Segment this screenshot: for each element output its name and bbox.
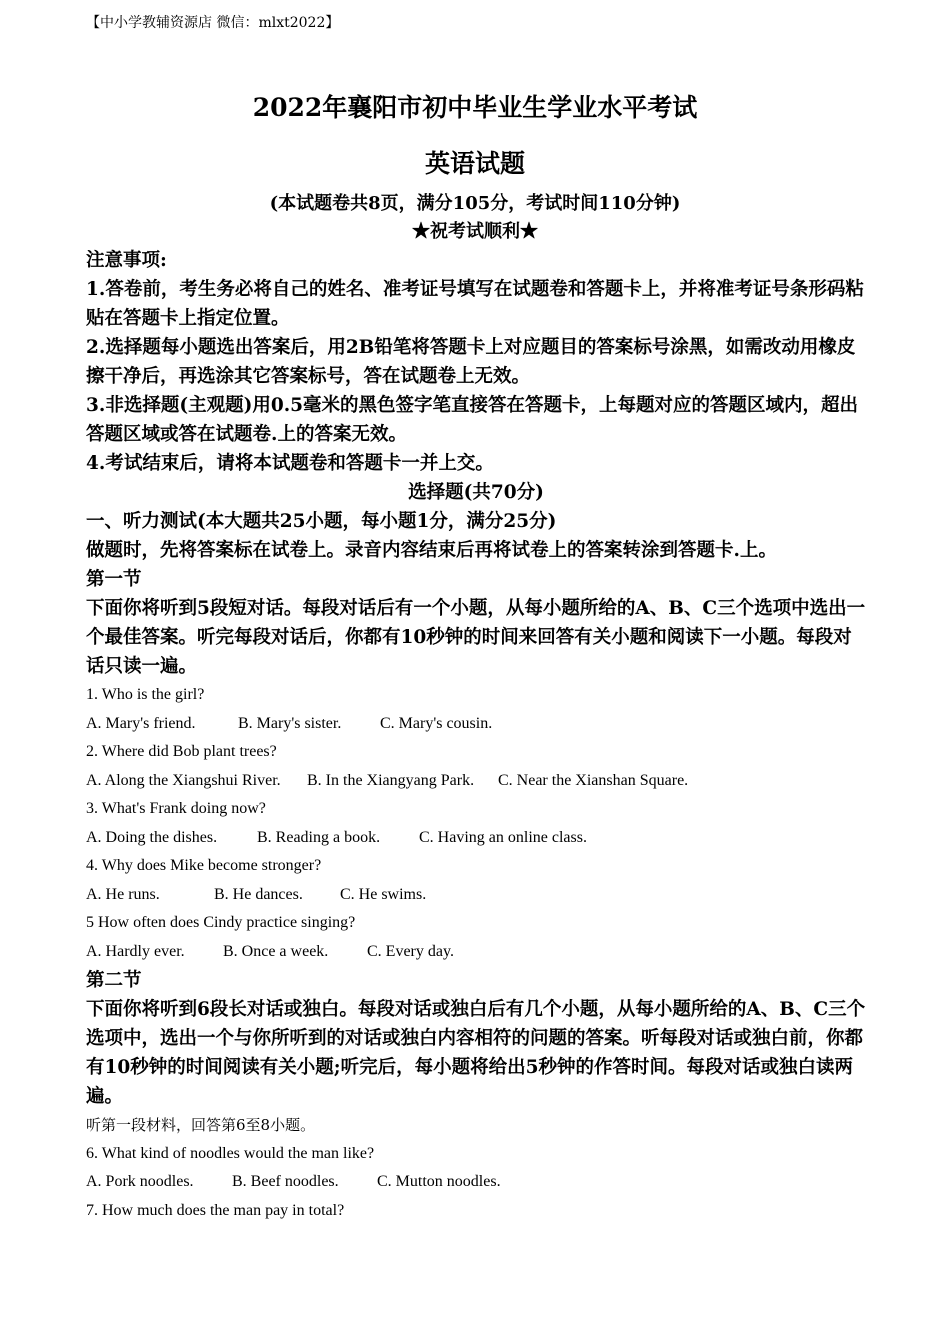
options-4 (86, 881, 866, 910)
part1-instruction: 做题时，先将答案标在试卷上。录音内容结束后再将试卷上的答案转涂到答题卡.上。 (86, 540, 777, 561)
option-a: A. Hardly ever. (86, 942, 185, 960)
option-b: B. Reading a book. (257, 828, 381, 846)
material-1-note: 听第一段材料，回答第6至8小题。 (86, 1116, 316, 1134)
question-1: 1. Who is the girl? (86, 686, 205, 703)
option-c: C. Mary's cousin. (380, 714, 493, 732)
option-a: A. Pork noodles. (86, 1173, 194, 1190)
exam-title: 2022年襄阳市初中毕业生学业水平考试 (252, 93, 698, 122)
option-c: C. Every day. (367, 942, 454, 960)
options-3 (86, 824, 866, 853)
option-b: B. Beef noodles. (232, 1173, 339, 1190)
option-c: C. Having an online class. (419, 828, 587, 846)
option-b: B. In the Xiangyang Park. (307, 771, 475, 789)
sec2-heading: 第二节 (86, 970, 142, 991)
option-b: B. Mary's sister. (238, 714, 342, 732)
sec2-instruction: 下面你将听到6段长对话或独白。每段对话或独白后有几个小题，从每小题所给的A、B、C三个选项中，选出一个与你所听到的对话或独白内容相符的问题的答案。听每段对话或独白前，你都有10秒钟的时间阅读有关小题;听完后，每小题将给出5秒钟的作答时间。每段对话或独白读两遍。 (86, 999, 866, 1107)
option-c: C. Mutton noodles. (377, 1173, 501, 1190)
options-1 (86, 710, 866, 739)
exam-subtitle: 英语试题 (424, 149, 525, 178)
option-b: B. Once a week. (223, 942, 329, 960)
option-a: A. Mary's friend. (86, 714, 196, 732)
question-5: 5 How often does Cindy practice singing? (86, 914, 356, 931)
sec1-heading: 第一节 (86, 569, 142, 590)
option-a: A. He runs. (86, 885, 160, 903)
question-6: 6. What kind of noodles would the man like? (86, 1144, 375, 1162)
note-item: 1.答卷前，考生务必将自己的姓名、准考证号填写在试题卷和答题卡上，并将准考证号条形码粘贴在答题卡上指定位置。 (86, 279, 864, 329)
options-6 (86, 1168, 866, 1197)
section-choice-heading: 选择题(共70分) (408, 482, 544, 503)
note-item: 3.非选择题(主观题)用0.5毫米的黑色签字笔直接答在答题卡，上每题对应的答题区域内，超出答题区域或答在试题卷.上的答案无效。 (86, 395, 859, 445)
note-item: 4.考试结束后，请将本试题卷和答题卡一并上交。 (86, 453, 494, 474)
option-a: A. Along the Xiangshui River. (86, 771, 281, 789)
question-3: 3. What's Frank doing now? (86, 800, 266, 817)
option-a: A. Doing the dishes. (86, 828, 218, 846)
question-4: 4. Why does Mike become stronger? (86, 857, 322, 874)
options-2 (86, 767, 866, 796)
part1-heading: 一、听力测试(本大题共25小题，每小题1分，满分25分) (86, 511, 557, 532)
exam-content (86, 246, 866, 1225)
option-c: C. He swims. (340, 885, 427, 903)
sec1-instruction: 下面你将听到5段短对话。每段对话后有一个小题，从每小题所给的A、B、C三个选项中选出一个最佳答案。听完每段对话后，你都有10秒钟的时间来回答有关小题和阅读下一小题。每段对话只读一遍。 (86, 598, 866, 677)
question-7: 7. How much does the man pay in total? (86, 1201, 345, 1219)
exam-wish: ★祝考试顺利★ (412, 221, 538, 242)
options-5 (86, 938, 866, 967)
option-b: B. He dances. (214, 885, 303, 903)
notes-heading: 注意事项: (86, 250, 167, 271)
header-note: 【中小学教辅资源店 微信：mlxt2022】 (86, 15, 340, 31)
option-c: C. Near the Xianshan Square. (498, 771, 689, 789)
question-2: 2. Where did Bob plant trees? (86, 743, 277, 760)
exam-info: (本试题卷共8页，满分105分，考试时间110分钟) (269, 193, 681, 214)
note-item: 2.选择题每小题选出答案后，用2B铅笔将答题卡上对应题目的答案标号涂黑，如需改动用橡皮擦干净后，再选涂其它答案标号，答在试题卷上无效。 (86, 337, 856, 387)
